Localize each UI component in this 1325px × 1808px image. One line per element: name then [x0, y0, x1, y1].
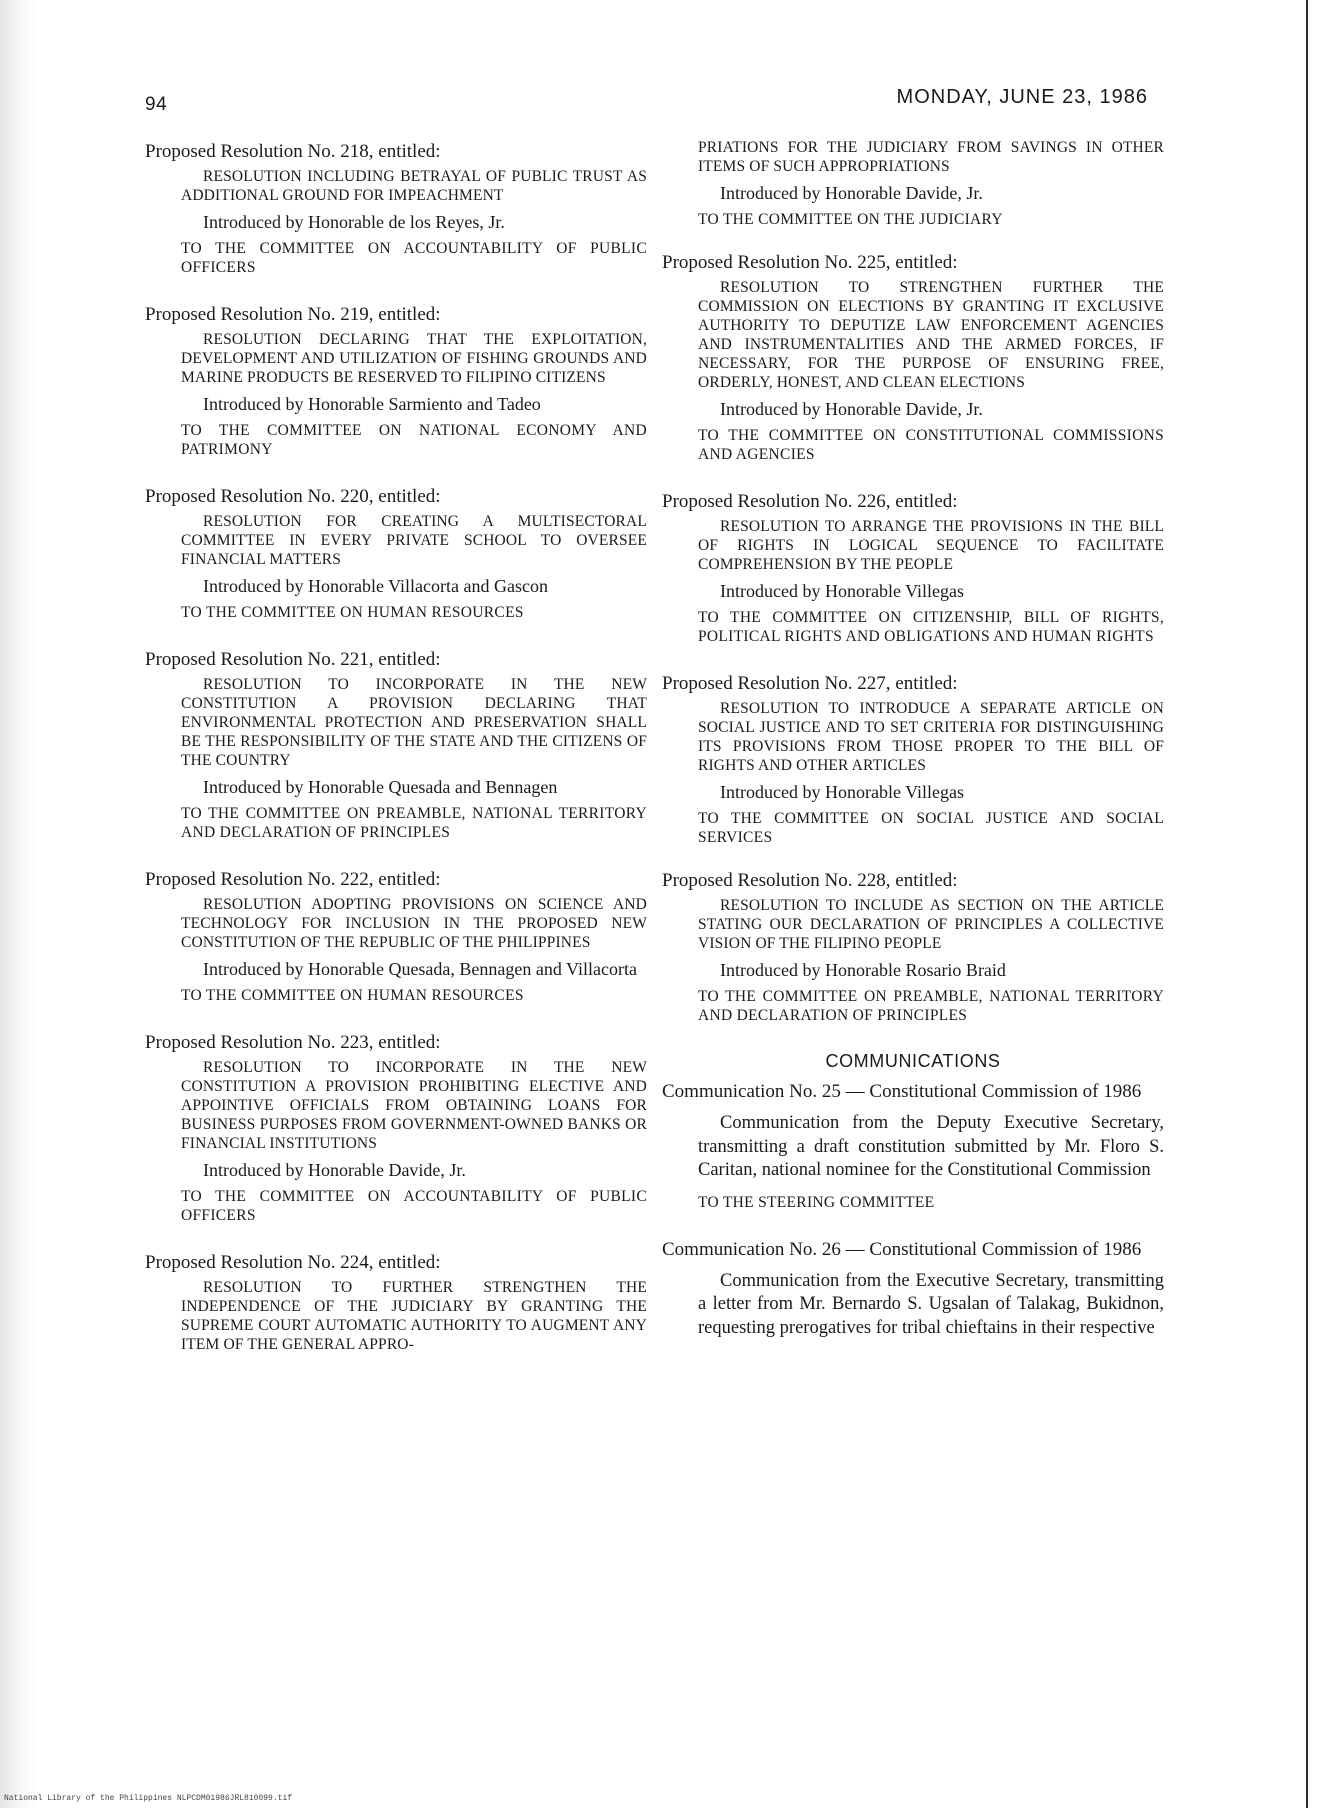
resolution-referral: TO THE COMMITTEE ON CITIZENSHIP, BILL OF RIGHTS, POLITICAL RIGHTS AND OBLIGATIONS AND HUMAN RIGHTS — [698, 609, 1164, 645]
resolution-heading: Proposed Resolution No. 227, entitled: — [662, 673, 958, 694]
resolution-heading: Proposed Resolution No. 222, entitled: — [145, 869, 441, 890]
resolution-221 — [145, 648, 647, 842]
resolution-219 — [145, 303, 647, 459]
resolution-author: Introduced by Honorable Quesada and Bennagen — [203, 777, 558, 797]
resolution-228 — [662, 869, 1164, 1025]
resolution-222 — [145, 868, 647, 1005]
resolution-title: RESOLUTION TO FURTHER STRENGTHEN THE INDEPENDENCE OF THE JUDICIARY BY GRANTING THE SUPREME COURT AUTOMATIC AUTHORITY TO AUGMENT ANY ITEM OF THE GENERAL APPRO- — [181, 1279, 647, 1353]
resolution-title: RESOLUTION TO INTRODUCE A SEPARATE ARTICLE ON SOCIAL JUSTICE AND TO SET CRITERIA FOR DISTINGUISHING ITS PROVISIONS FROM THOSE PROPER TO THE BILL OF RIGHTS AND OTHER ARTICLES — [698, 700, 1164, 774]
communication-body: Communication from the Executive Secretary, transmitting a letter from Mr. Bernardo S. Ugsalan of Talakag, Bukidnon, requesting prerogatives for tribal chieftains in their respective — [698, 1270, 1164, 1338]
resolution-title-continued: PRIATIONS FOR THE JUDICIARY FROM SAVINGS IN OTHER ITEMS OF SUCH APPROPRIATIONS — [698, 139, 1164, 175]
page-number: 94 — [145, 94, 168, 115]
resolution-referral: TO THE COMMITTEE ON HUMAN RESOURCES — [181, 987, 524, 1004]
left-column — [145, 140, 647, 1380]
resolution-224-continued — [662, 138, 1164, 229]
resolution-heading: Proposed Resolution No. 226, entitled: — [662, 491, 958, 512]
communication-referral: TO THE STEERING COMMITTEE — [698, 1193, 935, 1211]
resolution-author: Introduced by Honorable Sarmiento and Tadeo — [203, 394, 541, 414]
resolution-title: RESOLUTION ADOPTING PROVISIONS ON SCIENCE AND TECHNOLOGY FOR INCLUSION IN THE PROPOSED NEW CONSTITUTION OF THE REPUBLIC OF THE PHILIPPINES — [181, 896, 647, 951]
resolution-heading: Proposed Resolution No. 223, entitled: — [145, 1032, 441, 1053]
scan-footer: National Library of the Philippines NLPCDM01986JRL810099.tif — [4, 1794, 293, 1803]
communications-section — [662, 1051, 1164, 1340]
resolution-heading: Proposed Resolution No. 219, entitled: — [145, 304, 441, 325]
resolution-referral: TO THE COMMITTEE ON ACCOUNTABILITY OF PUBLIC OFFICERS — [181, 1188, 647, 1224]
resolution-title: RESOLUTION TO INCLUDE AS SECTION ON THE ARTICLE STATING OUR DECLARATION OF PRINCIPLES A COLLECTIVE VISION OF THE FILIPINO PEOPLE — [698, 897, 1164, 952]
resolution-heading: Proposed Resolution No. 220, entitled: — [145, 486, 441, 507]
resolution-author: Introduced by Honorable Rosario Braid — [720, 960, 1006, 980]
resolution-title: RESOLUTION TO STRENGTHEN FURTHER THE COMMISSION ON ELECTIONS BY GRANTING IT EXCLUSIVE AUTHORITY TO DEPUTIZE LAW ENFORCEMENT AGENCIES AND INSTRUMENTALITIES AND THE ARMED FORCES, IF NECESSARY, FOR THE PURPOSE OF ENSURING FREE, ORDERLY, HONEST, AND CLEAN ELECTIONS — [698, 279, 1164, 391]
resolution-220 — [145, 485, 647, 622]
resolution-heading: Proposed Resolution No. 228, entitled: — [662, 870, 958, 891]
resolution-author: Introduced by Honorable Davide, Jr. — [720, 183, 983, 203]
resolution-author: Introduced by Honorable Villacorta and Gascon — [203, 576, 548, 596]
resolution-title: RESOLUTION TO INCORPORATE IN THE NEW CONSTITUTION A PROVISION DECLARING THAT ENVIRONMENTAL PROTECTION AND PRESERVATION SHALL BE THE RESPONSIBILITY OF THE STATE AND THE CITIZENS OF THE COUNTRY — [181, 676, 647, 769]
resolution-author: Introduced by Honorable Quesada, Bennagen and Villacorta — [203, 959, 637, 979]
right-column — [662, 138, 1164, 1366]
resolution-referral: TO THE COMMITTEE ON THE JUDICIARY — [698, 211, 1003, 228]
resolution-225 — [662, 251, 1164, 464]
resolution-title: RESOLUTION TO INCORPORATE IN THE NEW CONSTITUTION A PROVISION PROHIBITING ELECTIVE AND APPOINTIVE OFFICIALS FROM OBTAINING LOANS FOR BUSINESS PURPOSES FROM GOVERNMENT-OWNED BANKS OR FINANCIAL INSTITUTIONS — [181, 1059, 647, 1152]
resolution-author: Introduced by Honorable Davide, Jr. — [203, 1160, 466, 1180]
communication-body: Communication from the Deputy Executive Secretary, transmitting a draft constitution submitted by Mr. Floro S. Caritan, national nominee for the Constitutional Commission — [698, 1113, 1164, 1180]
page-edge-rule — [1306, 0, 1308, 1808]
resolution-referral: TO THE COMMITTEE ON HUMAN RESOURCES — [181, 604, 524, 621]
resolution-referral: TO THE COMMITTEE ON CONSTITUTIONAL COMMISSIONS AND AGENCIES — [698, 427, 1164, 463]
scan-edge-shadow — [0, 0, 38, 1808]
communication-26 — [662, 1238, 1164, 1341]
communication-heading: Communication No. 25 — Constitutional Commission of 1986 — [662, 1081, 1142, 1102]
resolution-title: RESOLUTION DECLARING THAT THE EXPLOITATION, DEVELOPMENT AND UTILIZATION OF FISHING GROUNDS AND MARINE PRODUCTS BE RESERVED TO FILIPINO CITIZENS — [181, 331, 647, 386]
resolution-author: Introduced by Honorable Villegas — [720, 581, 965, 601]
resolution-heading: Proposed Resolution No. 218, entitled: — [145, 141, 441, 162]
resolution-title: RESOLUTION TO ARRANGE THE PROVISIONS IN THE BILL OF RIGHTS IN LOGICAL SEQUENCE TO FACILITATE COMPREHENSION BY THE PEOPLE — [698, 518, 1164, 573]
resolution-author: Introduced by Honorable Villegas — [720, 782, 965, 802]
resolution-referral: TO THE COMMITTEE ON PREAMBLE, NATIONAL TERRITORY AND DECLARATION OF PRINCIPLES — [698, 988, 1164, 1024]
resolution-226 — [662, 490, 1164, 646]
resolution-referral: TO THE COMMITTEE ON SOCIAL JUSTICE AND SOCIAL SERVICES — [698, 810, 1164, 846]
communication-25 — [662, 1080, 1164, 1212]
date-header: MONDAY, JUNE 23, 1986 — [896, 86, 1148, 108]
resolution-heading: Proposed Resolution No. 224, entitled: — [145, 1252, 441, 1273]
resolution-223 — [145, 1031, 647, 1225]
resolution-author: Introduced by Honorable de los Reyes, Jr. — [203, 212, 505, 232]
resolution-heading: Proposed Resolution No. 225, entitled: — [662, 252, 958, 273]
resolution-227 — [662, 672, 1164, 847]
resolution-224 — [145, 1251, 647, 1354]
resolution-heading: Proposed Resolution No. 221, entitled: — [145, 649, 441, 670]
resolution-referral: TO THE COMMITTEE ON PREAMBLE, NATIONAL TERRITORY AND DECLARATION OF PRINCIPLES — [181, 805, 647, 841]
resolution-title: RESOLUTION FOR CREATING A MULTISECTORAL COMMITTEE IN EVERY PRIVATE SCHOOL TO OVERSEE FINANCIAL MATTERS — [181, 513, 647, 568]
resolution-author: Introduced by Honorable Davide, Jr. — [720, 399, 983, 419]
resolution-referral: TO THE COMMITTEE ON NATIONAL ECONOMY AND PATRIMONY — [181, 422, 647, 458]
section-title: COMMUNICATIONS — [825, 1051, 1001, 1071]
resolution-referral: TO THE COMMITTEE ON ACCOUNTABILITY OF PUBLIC OFFICERS — [181, 240, 647, 276]
resolution-title: RESOLUTION INCLUDING BETRAYAL OF PUBLIC TRUST AS ADDITIONAL GROUND FOR IMPEACHMENT — [181, 168, 647, 204]
resolution-218 — [145, 140, 647, 277]
communication-heading: Communication No. 26 — Constitutional Commission of 1986 — [662, 1238, 1142, 1260]
